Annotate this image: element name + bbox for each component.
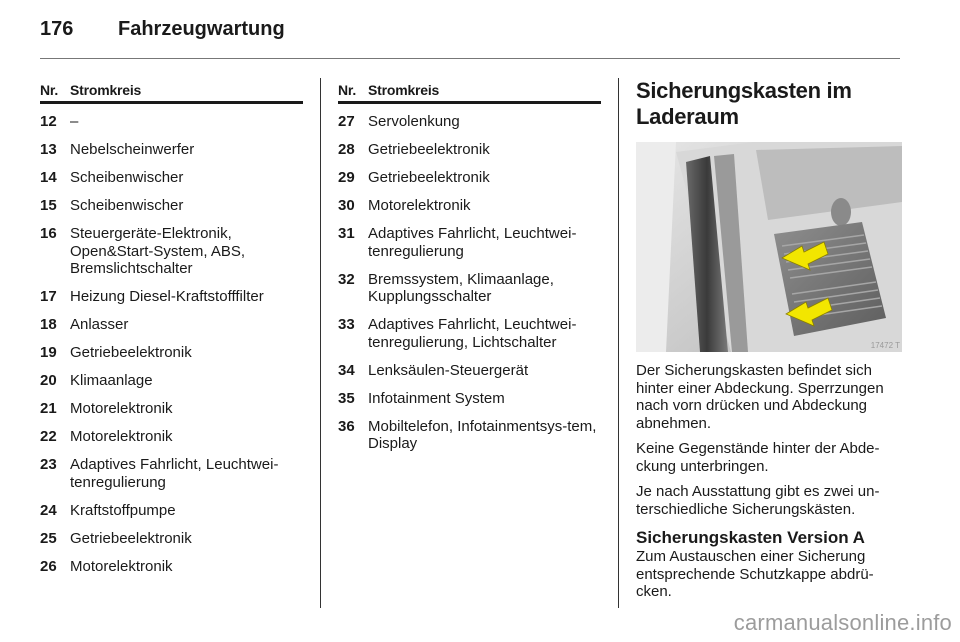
fuse-number: 26: [40, 557, 57, 575]
right-column: [636, 78, 902, 601]
circuit-name: Kraftstoffpumpe: [70, 501, 176, 519]
circuit-name: Klimaanlage: [70, 372, 153, 389]
fuse-number: 24: [40, 501, 57, 519]
circuit-name: Adaptives Fahrlicht, Leuchtwei-tenregulierung: [70, 456, 279, 491]
fuse-number: 31: [338, 225, 355, 242]
table-row: [338, 197, 601, 215]
fuse-number: 35: [338, 389, 355, 407]
circuit-name: Getriebeelektronik: [70, 344, 192, 361]
fuse-number: 30: [338, 197, 355, 214]
circuit-name: Motorelektronik: [368, 197, 471, 214]
table-row: [40, 400, 303, 418]
circuit-name: Getriebeelektronik: [368, 141, 490, 158]
fuse-number: 23: [40, 456, 57, 473]
circuit-name: Motorelektronik: [70, 428, 173, 445]
table-row: [40, 558, 303, 576]
fuse-number: 19: [40, 344, 57, 361]
table-row: [40, 428, 303, 446]
circuit-name: Adaptives Fahrlicht, Leuchtwei-tenregulierung: [368, 225, 577, 260]
paragraph: Keine Gegenstände hinter der Abde-ckung unterbringen.: [636, 440, 880, 475]
fuse-number: 16: [40, 225, 57, 242]
table-row: [40, 288, 303, 306]
table-row: [338, 271, 601, 306]
fuse-number: 28: [338, 141, 355, 158]
table-row: [40, 225, 303, 278]
circuit-name: Lenksäulen-Steuergerät: [368, 361, 529, 379]
table-header: [40, 78, 303, 104]
circuit-name: Scheibenwischer: [70, 169, 184, 186]
page-number: 176: [40, 18, 74, 40]
fuse-number: 15: [40, 197, 57, 214]
fuse-number: 25: [40, 529, 57, 547]
circuit-name: Getriebeelektronik: [70, 529, 192, 547]
fuse-number: 34: [338, 361, 355, 379]
table-row: [338, 316, 601, 351]
fuse-table-right: [338, 78, 601, 453]
fuse-table-left: [40, 78, 303, 575]
fuse-number: 32: [338, 270, 355, 288]
table-row: [40, 344, 303, 362]
bolt-icon: [831, 198, 851, 226]
column-divider: [320, 78, 321, 608]
table-row: [40, 456, 303, 491]
circuit-name: Motorelektronik: [70, 557, 173, 575]
column-divider: [618, 78, 619, 608]
section-title: Sicherungskasten im Laderaum: [636, 78, 852, 129]
column-header-circuit: Stromkreis: [368, 82, 440, 98]
circuit-name: –: [70, 113, 79, 130]
circuit-name: Heizung Diesel-Kraftstofffilter: [70, 288, 264, 305]
subsection-title: Sicherungskasten Version A: [636, 528, 865, 547]
column-header-circuit: Stromkreis: [70, 82, 142, 98]
table-row: [40, 502, 303, 520]
fuse-number: 36: [338, 417, 355, 435]
fuse-number: 33: [338, 316, 355, 333]
table-row: [338, 113, 601, 131]
circuit-name: Getriebeelektronik: [368, 169, 490, 186]
column-header-nr: Nr.: [338, 82, 357, 98]
circuit-name: Servolenkung: [368, 113, 460, 130]
table-row: [40, 169, 303, 187]
table-rows: [338, 104, 601, 453]
paragraph: Je nach Ausstattung gibt es zwei un-terschiedliche Sicherungskästen.: [636, 483, 880, 518]
circuit-name: Infotainment System: [368, 389, 505, 407]
fuse-number: 18: [40, 316, 57, 333]
fuse-number: 12: [40, 113, 57, 130]
circuit-name: Bremssystem, Klimaanlage, Kupplungsschalter: [368, 270, 554, 305]
table-row: [338, 362, 601, 380]
circuit-name: Motorelektronik: [70, 400, 173, 417]
table-row: [40, 141, 303, 159]
fuse-number: 13: [40, 141, 57, 158]
table-row: [40, 113, 303, 131]
circuit-name: Steuergeräte-Elektronik, Open&Start-System, ABS, Bremslichtschalter: [70, 225, 246, 277]
circuit-name: Scheibenwischer: [70, 197, 184, 214]
table-row: [40, 197, 303, 215]
table-header: [338, 78, 601, 104]
circuit-name: Nebelscheinwerfer: [70, 141, 195, 158]
fuse-number: 29: [338, 169, 355, 186]
figure-code: 17472 T: [870, 341, 900, 350]
paragraph: Der Sicherungskasten befindet sich hinter einer Abdeckung. Sperrzungen nach vorn drücken und Abdeckung abnehmen.: [636, 362, 884, 432]
circuit-name: Anlasser: [70, 316, 129, 333]
page-title: Fahrzeugwartung: [118, 18, 285, 40]
table-rows: [40, 104, 303, 575]
table-row: [338, 225, 601, 260]
cargo-area-illustration: [636, 142, 902, 352]
table-row: [40, 372, 303, 390]
table-row: [40, 316, 303, 334]
fuse-number: 20: [40, 372, 57, 389]
table-row: [338, 141, 601, 159]
table-row: [338, 418, 601, 453]
header-divider: [40, 58, 900, 59]
watermark: carmanualsonline.info: [733, 610, 952, 635]
table-row: [40, 530, 303, 548]
fuse-number: 22: [40, 428, 57, 445]
table-row: [338, 169, 601, 187]
fuse-box-photo: [636, 142, 902, 352]
fuse-number: 27: [338, 113, 355, 130]
paragraph: Zum Austauschen einer Sicherung entsprechende Schutzkappe abdrü-cken.: [636, 548, 874, 600]
page-header: [40, 18, 285, 48]
fuse-number: 21: [40, 400, 57, 417]
circuit-name: Adaptives Fahrlicht, Leuchtwei-tenregulierung, Lichtschalter: [368, 316, 577, 351]
fuse-number: 17: [40, 288, 57, 305]
table-row: [338, 390, 601, 408]
circuit-name: Mobiltelefon, Infotainmentsys-tem, Display: [368, 417, 597, 452]
fuse-number: 14: [40, 169, 57, 186]
column-header-nr: Nr.: [40, 82, 59, 98]
